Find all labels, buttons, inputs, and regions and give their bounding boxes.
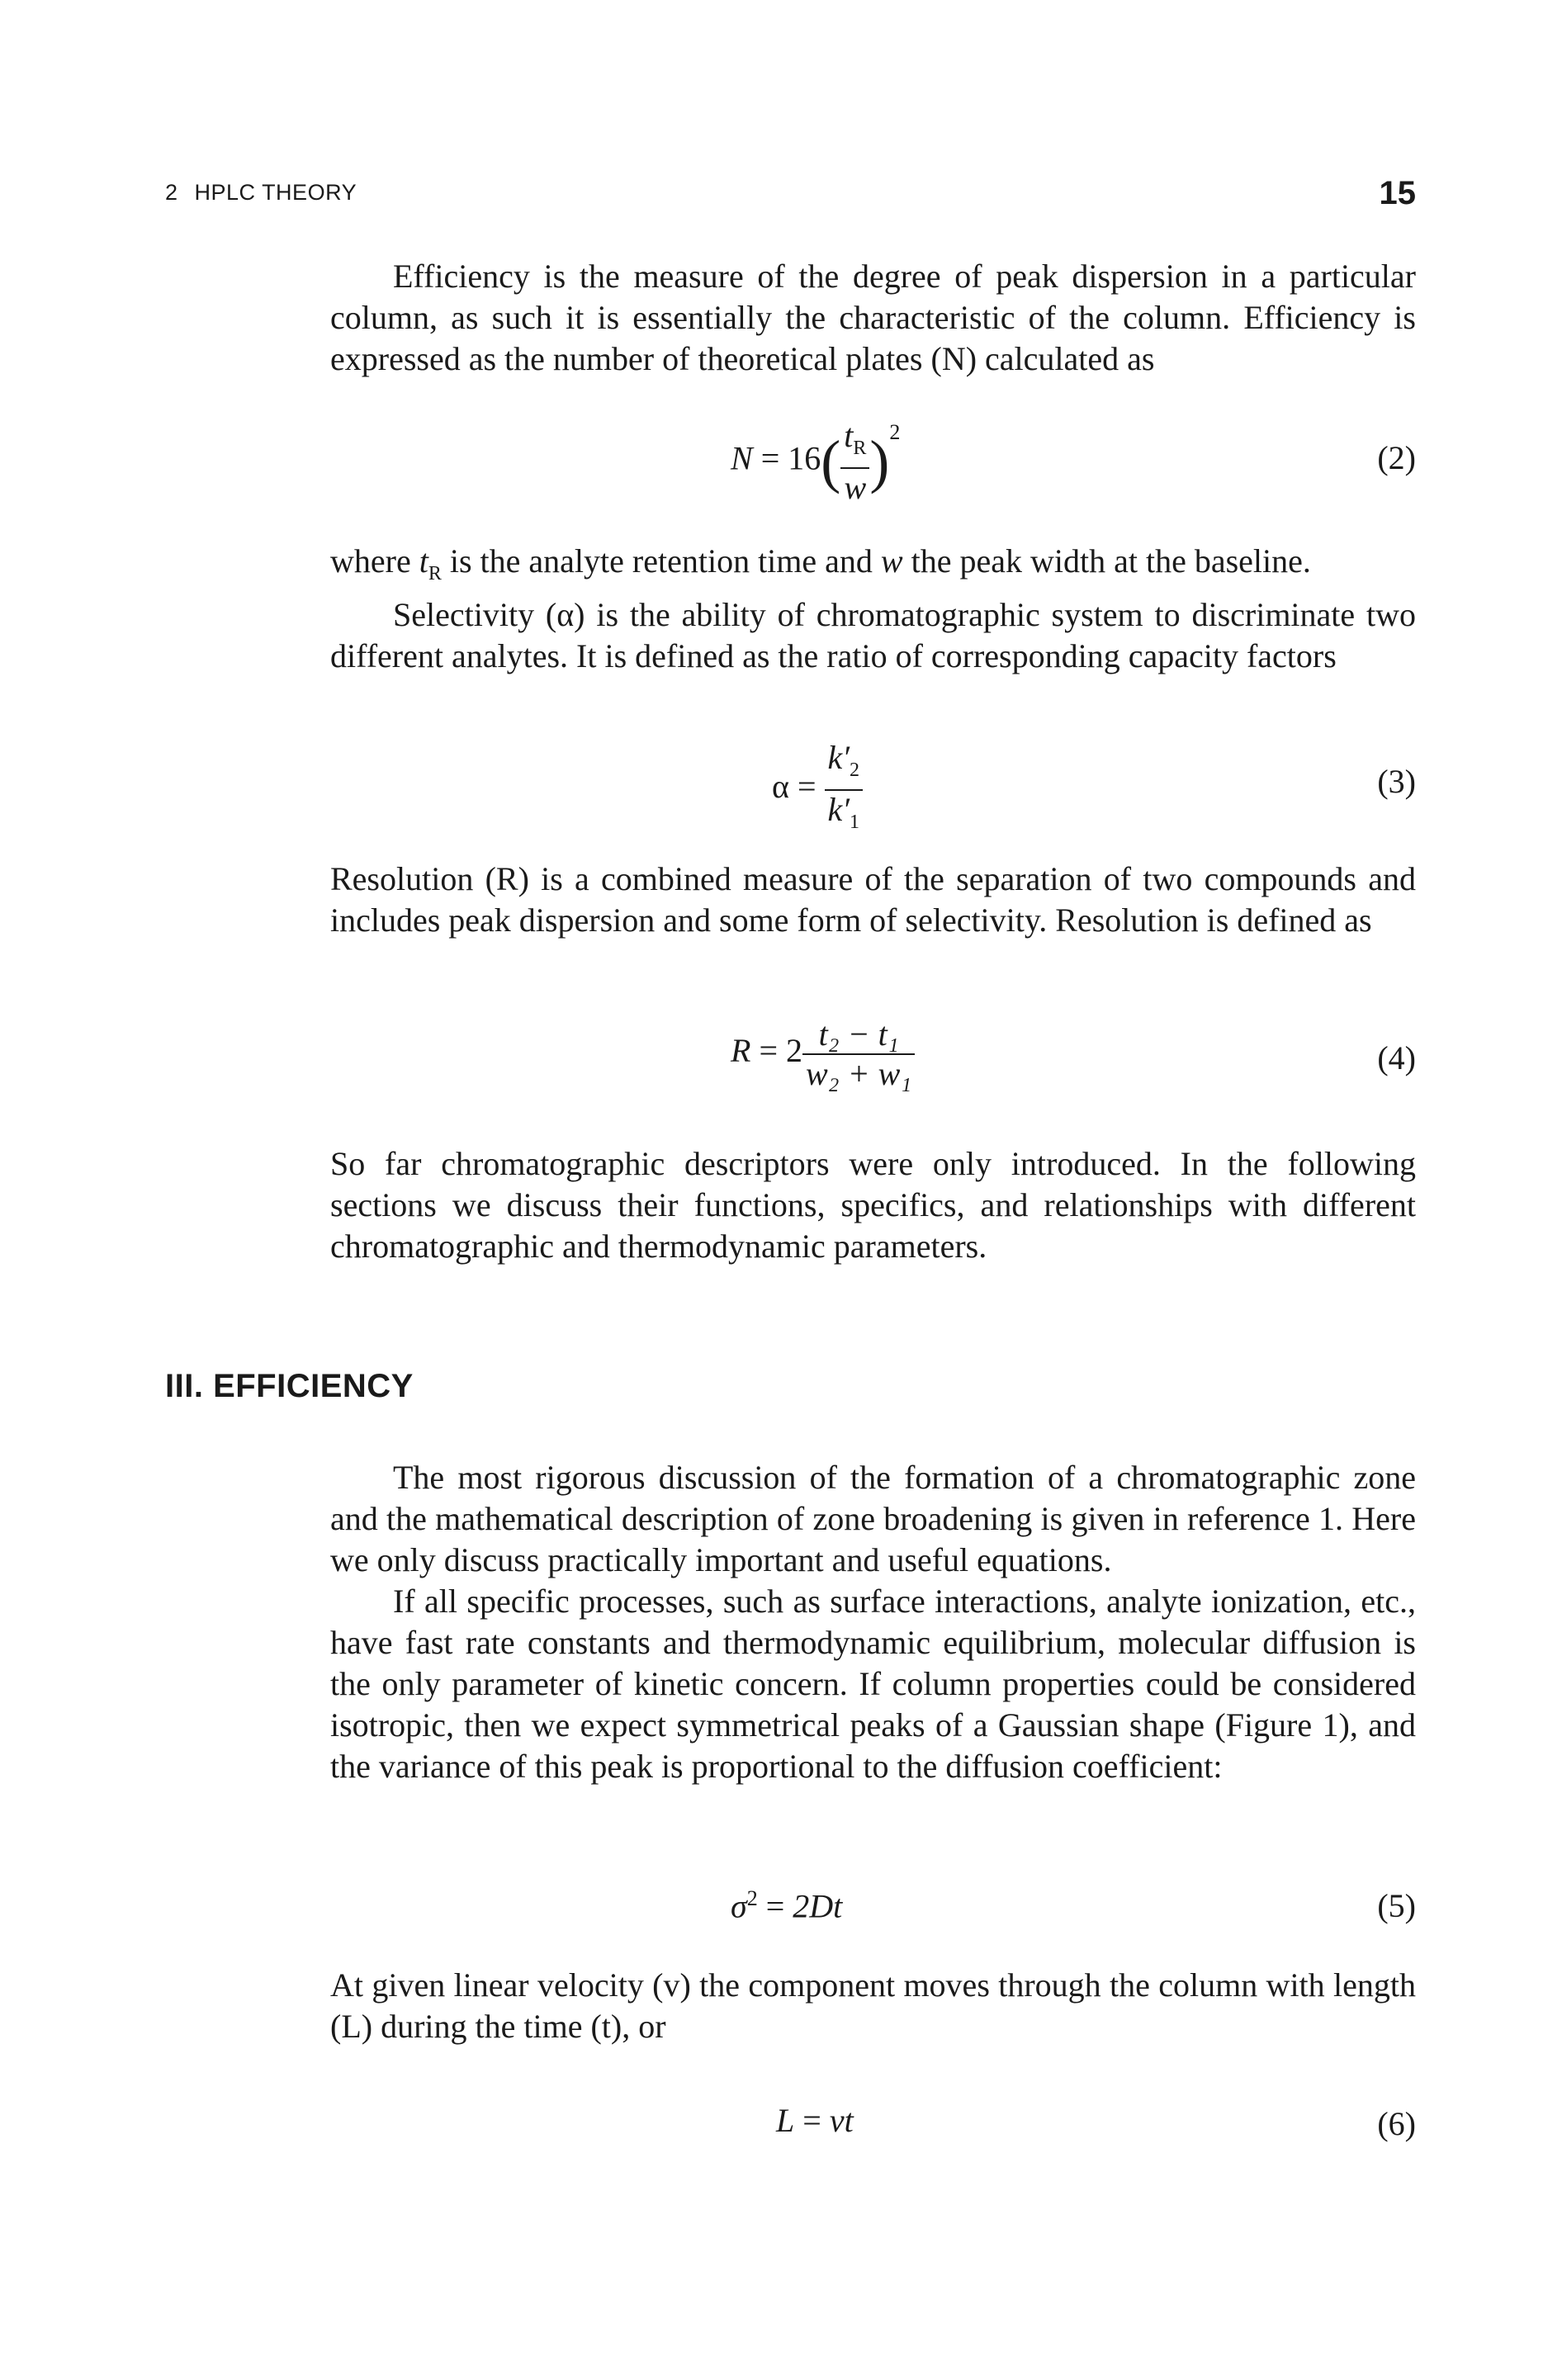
eq4-lhs: R <box>731 1032 751 1070</box>
eq5-equals: = <box>765 1887 785 1925</box>
paragraph-text: If all specific processes, such as surface interactions, analyte ionization, etc., have fast rate constants and thermodynamic equilibrium, molecular diffusion is the only parameter of kinetic concern. If column properties could be considered isotropic, then we expect symmetrical peaks of a Gaussian shape (Figure 1), and the variance of this peak is proportional to the diffusion coefficient: <box>330 1583 1416 1785</box>
paragraph-text: At given linear velocity (v) the component moves through the column with length (L) during the time (t), or <box>330 1966 1416 2045</box>
running-head <box>165 175 1416 216</box>
eq6-equals: = <box>802 2102 821 2139</box>
eq3-fraction <box>825 739 864 841</box>
where-line: where $t_R$ is the analyte retention time and w the peak width at the baseline. <box>330 542 1311 584</box>
eq4-num: t₂ − t₁ <box>802 1015 915 1055</box>
equation-3-body <box>772 739 863 841</box>
eq2-num: t <box>844 417 854 454</box>
equation-4 <box>330 1015 1416 1114</box>
eq2-den: w <box>844 469 867 506</box>
paragraph-text: Efficiency is the measure of the degree of peak dispersion in a particular column, as such it is essentially the characteristic of the column. Efficiency is expressed as the number of theoretical plates (N) calculated as <box>330 258 1416 377</box>
equation-number-3: (3) <box>1377 763 1416 800</box>
equation-number-2: (2) <box>1377 439 1416 476</box>
eq3-den: k′ <box>827 791 850 828</box>
equation-2 <box>330 417 1416 516</box>
paragraph-selectivity <box>330 541 1416 677</box>
eq2-coef: 16 <box>788 439 821 477</box>
paragraph-text: The most rigorous discussion of the formation of a chromatographic zone and the mathematical description of zone broadening is given in reference 1. Here we only discuss practically important and useful equations. <box>330 1459 1416 1578</box>
equation-5 <box>330 1886 1416 1936</box>
eq2-fraction <box>840 417 869 507</box>
equation-4-body <box>731 1015 915 1093</box>
eq3-lhs: α <box>772 768 789 806</box>
running-head-left <box>165 180 357 206</box>
eq5-rhs: 2Dt <box>793 1887 843 1925</box>
eq2-equals: = <box>760 439 780 477</box>
paragraph-efficiency-section <box>330 1457 1416 1787</box>
eq3-num-sub: 2 <box>850 759 860 781</box>
equation-2-body: N = 16( $\frac{t_R}{w}$ )$^2$ <box>731 417 901 506</box>
eq6-rhs: vt <box>829 2102 854 2139</box>
chapter-title: HPLC THEORY <box>194 180 357 205</box>
eq2-lhs: N <box>731 439 753 477</box>
eq4-den: w₂ + w₁ <box>806 1055 912 1092</box>
equation-number-5: (5) <box>1377 1887 1416 1924</box>
equation-5-body <box>731 1886 842 1925</box>
paragraph-sofar <box>330 1143 1416 1267</box>
eq6-lhs: L <box>776 2102 795 2139</box>
eq3-den-sub: 1 <box>850 811 860 833</box>
paragraph-text: So far chromatographic descriptors were only introduced. In the following sections we discuss their functions, specifics, and relationships with different chromatographic and thermodynamic parameters. <box>330 1145 1416 1265</box>
eq4-fraction <box>802 1015 915 1093</box>
eq5-lhs: σ <box>731 1887 747 1925</box>
eq5-power: 2 <box>746 1886 758 1910</box>
eq3-num: k′ <box>827 739 850 776</box>
paragraph-velocity <box>330 1965 1416 2047</box>
equation-3 <box>330 739 1416 838</box>
paragraph-text: Resolution (R) is a combined measure of the separation of two compounds and includes peak dispersion and some form of selectivity. Resolution is defined as <box>330 860 1416 939</box>
paragraph-resolution <box>330 859 1416 941</box>
section-heading: III. EFFICIENCY <box>165 1368 414 1404</box>
eq3-equals: = <box>797 768 816 806</box>
chapter-number: 2 <box>165 180 178 205</box>
eq4-coef: 2 <box>786 1032 802 1070</box>
equation-6-body <box>776 2101 854 2140</box>
paragraph-text: Selectivity (α) is the ability of chromatographic system to discriminate two different analytes. It is defined as the ratio of corresponding capacity factors <box>330 596 1416 674</box>
equation-6 <box>330 2101 1416 2151</box>
eq2-num-sub: R <box>853 438 867 459</box>
paragraph-efficiency-intro <box>330 256 1416 380</box>
equation-number-4: (4) <box>1377 1039 1416 1076</box>
eq4-equals: = <box>759 1032 778 1070</box>
page-number: 15 <box>1379 175 1416 211</box>
equation-number-6: (6) <box>1377 2105 1416 2142</box>
eq2-power: 2 <box>889 420 901 445</box>
